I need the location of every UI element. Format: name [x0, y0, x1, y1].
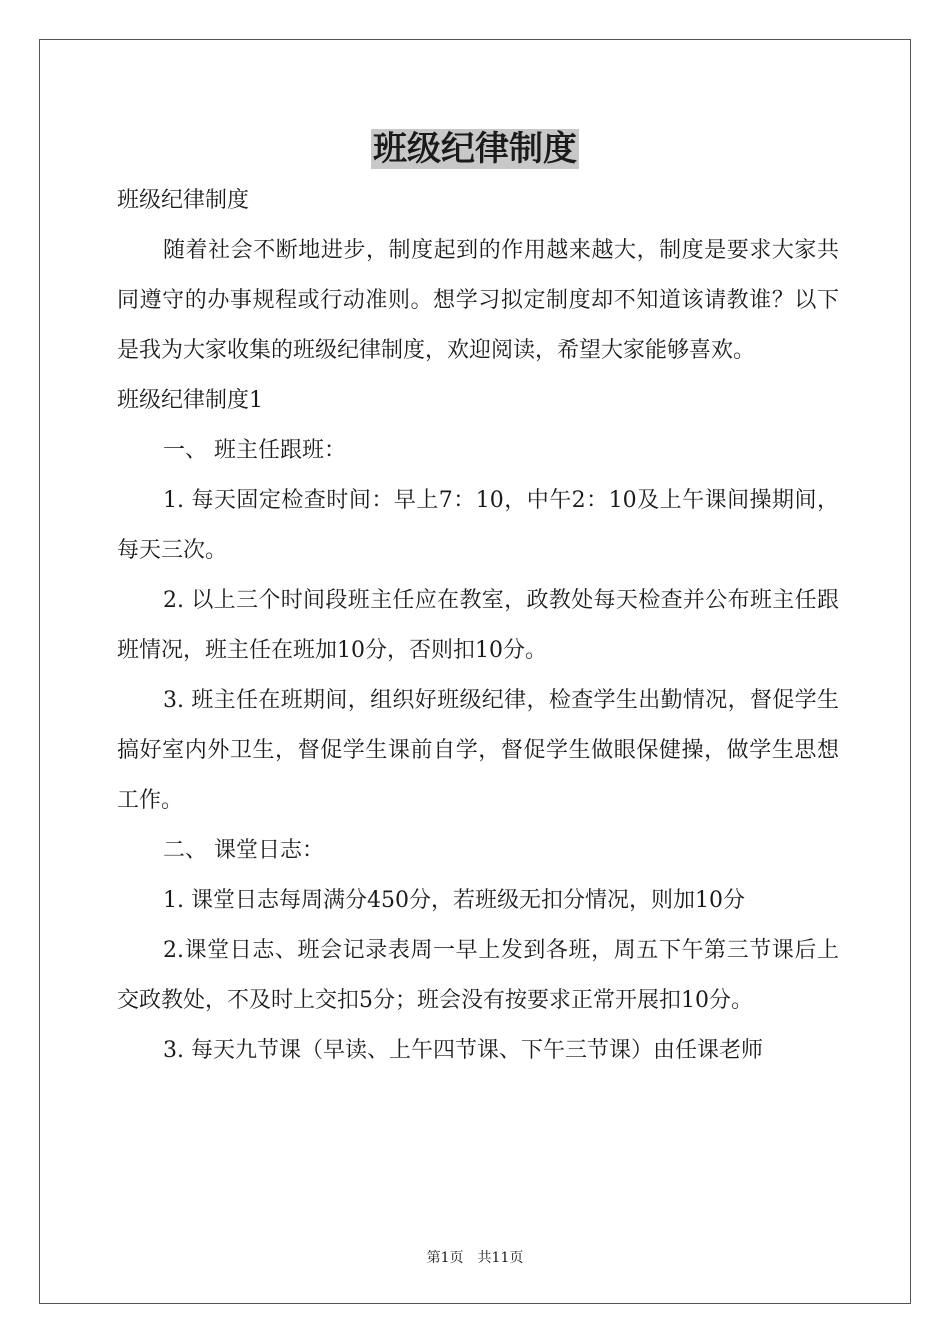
- paragraph: 班级纪律制度: [117, 188, 250, 213]
- page-number: 第1页: [426, 1250, 464, 1266]
- paragraph: 3. 班主任在班期间，组织好班级纪律，检查学生出勤情况，督促学生搞好室内外卫生，督促学生课前自学，督促学生做眼保健操，做学生思想工作。: [117, 688, 839, 813]
- paragraph: 随着社会不断地进步，制度起到的作用越来越大，制度是要求大家共同遵守的办事规程或行动准则。想学习拟定制度却不知道该请教谁？以下是我为大家收集的班级纪律制度，欢迎阅读，希望大家能够喜欢。: [117, 238, 839, 363]
- paragraph: 1. 每天固定检查时间：早上7：10，中午2：10及上午课间操期间，每天三次。: [117, 488, 839, 563]
- document-body: [117, 176, 839, 1076]
- paragraph: 3. 每天九节课（早读、上午四节课、下午三节课）由任课老师: [163, 1038, 763, 1063]
- page-footer: [0, 1248, 950, 1268]
- paragraph: 二、 课堂日志：: [163, 838, 324, 863]
- paragraph: 2. 以上三个时间段班主任应在教室，政教处每天检查并公布班主任跟班情况，班主任在班加10分，否则扣10分。: [117, 588, 839, 663]
- page-total: 共11页: [477, 1250, 524, 1266]
- paragraph: 班级纪律制度1: [117, 388, 263, 413]
- paragraph: 一、 班主任跟班：: [163, 438, 346, 463]
- paragraph: 2.课堂日志、班会记录表周一早上发到各班，周五下午第三节课后上交政教处，不及时上交扣5分；班会没有按要求正常开展扣10分。: [117, 938, 839, 1013]
- document-title-text: 班级纪律制度: [373, 129, 577, 169]
- paragraph: 1. 课堂日志每周满分450分，若班级无扣分情况，则加10分: [163, 888, 745, 913]
- document-title: [0, 124, 950, 174]
